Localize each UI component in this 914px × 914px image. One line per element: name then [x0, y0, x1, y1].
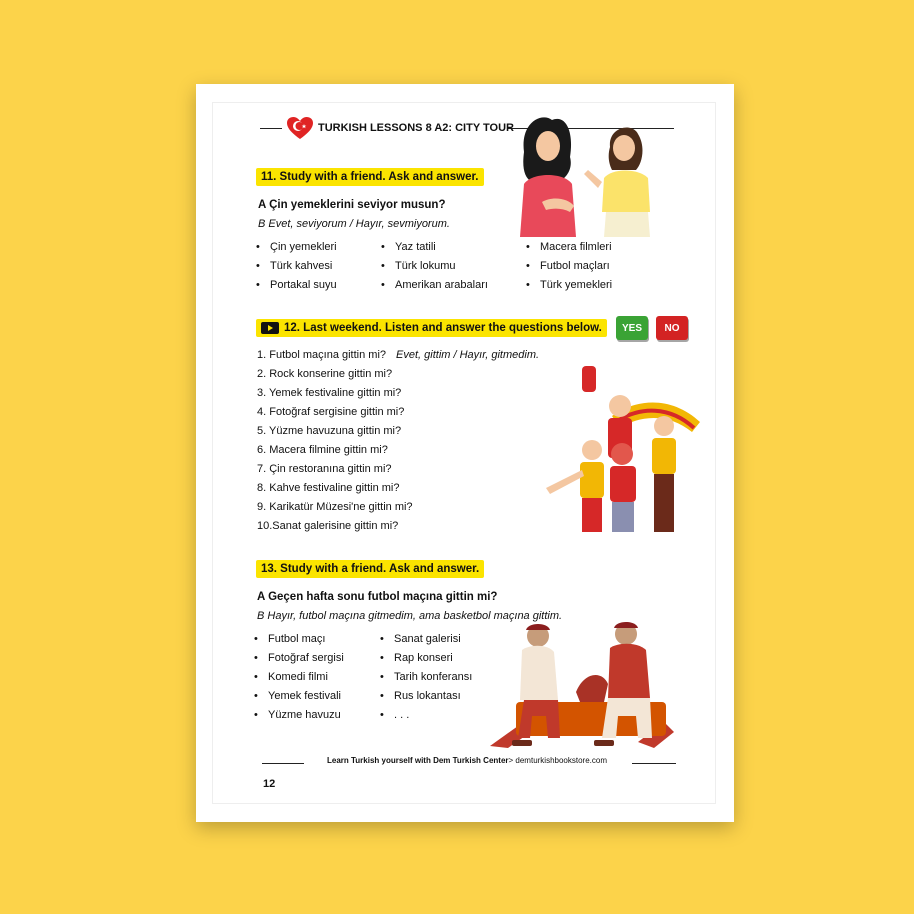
section-12-questions — [257, 346, 539, 536]
section-11-list-3 — [526, 238, 612, 295]
footer-rule-left — [262, 763, 304, 764]
section-11-heading: 11. Study with a friend. Ask and answer. — [256, 168, 484, 186]
header — [286, 116, 514, 140]
no-badge: NO — [656, 316, 688, 340]
section-13-list-1 — [254, 630, 344, 725]
list-item: 2. Rock konserine gittin mi? — [257, 368, 393, 380]
yes-badge: YES — [616, 316, 648, 340]
list-item: • Çin yemekleri — [256, 238, 337, 257]
list-item: • Fotoğraf sergisi — [254, 649, 344, 668]
list-item: • Komedi filmi — [254, 668, 344, 687]
section-12-heading-text: 12. Last weekend. Listen and answer the questions below. — [284, 322, 602, 334]
list-item — [257, 346, 539, 365]
list-item: • Türk lokumu — [381, 257, 488, 276]
list-item: • Türk kahvesi — [256, 257, 337, 276]
football-fans-illustration — [542, 358, 707, 536]
section-11-list-1 — [256, 238, 337, 295]
list-item: 4. Fotoğraf sergisine gittin mi? — [257, 406, 405, 418]
turkey-flag-heart-icon — [286, 116, 314, 140]
section-11-question: A Çin yemeklerini seviyor musun? — [258, 199, 446, 211]
list-item: 5. Yüzme havuzuna gittin mi? — [257, 425, 402, 437]
section-13-answer: B Hayır, futbol maçına gitmedim, ama basketbol maçına gittim. — [257, 610, 563, 622]
footer-rule-right — [632, 763, 676, 764]
list-item: • Futbol maçları — [526, 257, 612, 276]
list-item: • Rap konseri — [380, 649, 472, 668]
list-item: • Rus lokantası — [380, 687, 472, 706]
list-item: 7. Çin restoranına gittin mi? — [257, 463, 392, 475]
list-item: • Futbol maçı — [254, 630, 344, 649]
section-11-list-2 — [381, 238, 488, 295]
section-11-answer: B Evet, seviyorum / Hayır, sevmiyorum. — [258, 218, 450, 230]
list-item: • Türk yemekleri — [526, 276, 612, 295]
two-women-illustration — [512, 112, 672, 242]
list-item: • Yemek festivali — [254, 687, 344, 706]
footer-text: Learn Turkish yourself with Dem Turkish Center — [326, 755, 509, 765]
question-text: 1. Futbol maçına gittin mi? — [257, 349, 387, 361]
list-item: 10.Sanat galerisine gittin mi? — [257, 520, 399, 532]
worksheet-page — [196, 84, 734, 822]
list-item: • Macera filmleri — [526, 238, 612, 257]
list-item: 6. Macera filmine gittin mi? — [257, 444, 388, 456]
list-item: • Yüzme havuzu — [254, 706, 344, 725]
section-12-heading — [256, 319, 607, 337]
section-13-list-2 — [380, 630, 472, 725]
list-item: • Yaz tatili — [381, 238, 488, 257]
footer — [306, 753, 628, 767]
list-item: 9. Karikatür Müzesi'ne gittin mi? — [257, 501, 413, 513]
video-play-icon — [261, 322, 279, 334]
list-item: • Amerikan arabaları — [381, 276, 488, 295]
list-item: 3. Yemek festivaline gittin mi? — [257, 387, 402, 399]
section-13-heading: 13. Study with a friend. Ask and answer. — [256, 560, 484, 578]
header-rule-left — [260, 128, 282, 129]
page-number: 12 — [263, 778, 276, 790]
footer-link[interactable]: > demturkishbookstore.com — [508, 755, 608, 765]
list-item: 8. Kahve festivaline gittin mi? — [257, 482, 400, 494]
page-title: TURKISH LESSONS 8 A2: CITY TOUR — [318, 122, 514, 134]
example-answer: Evet, gittim / Hayır, gitmedim. — [396, 349, 540, 361]
list-item: • Tarih konferansı — [380, 668, 472, 687]
section-13-question: A Geçen hafta sonu futbol maçına gittin mi? — [257, 591, 498, 603]
two-men-bench-illustration — [488, 622, 678, 750]
list-item: • . . . — [380, 706, 472, 725]
list-item: • Portakal suyu — [256, 276, 337, 295]
list-item: • Sanat galerisi — [380, 630, 472, 649]
